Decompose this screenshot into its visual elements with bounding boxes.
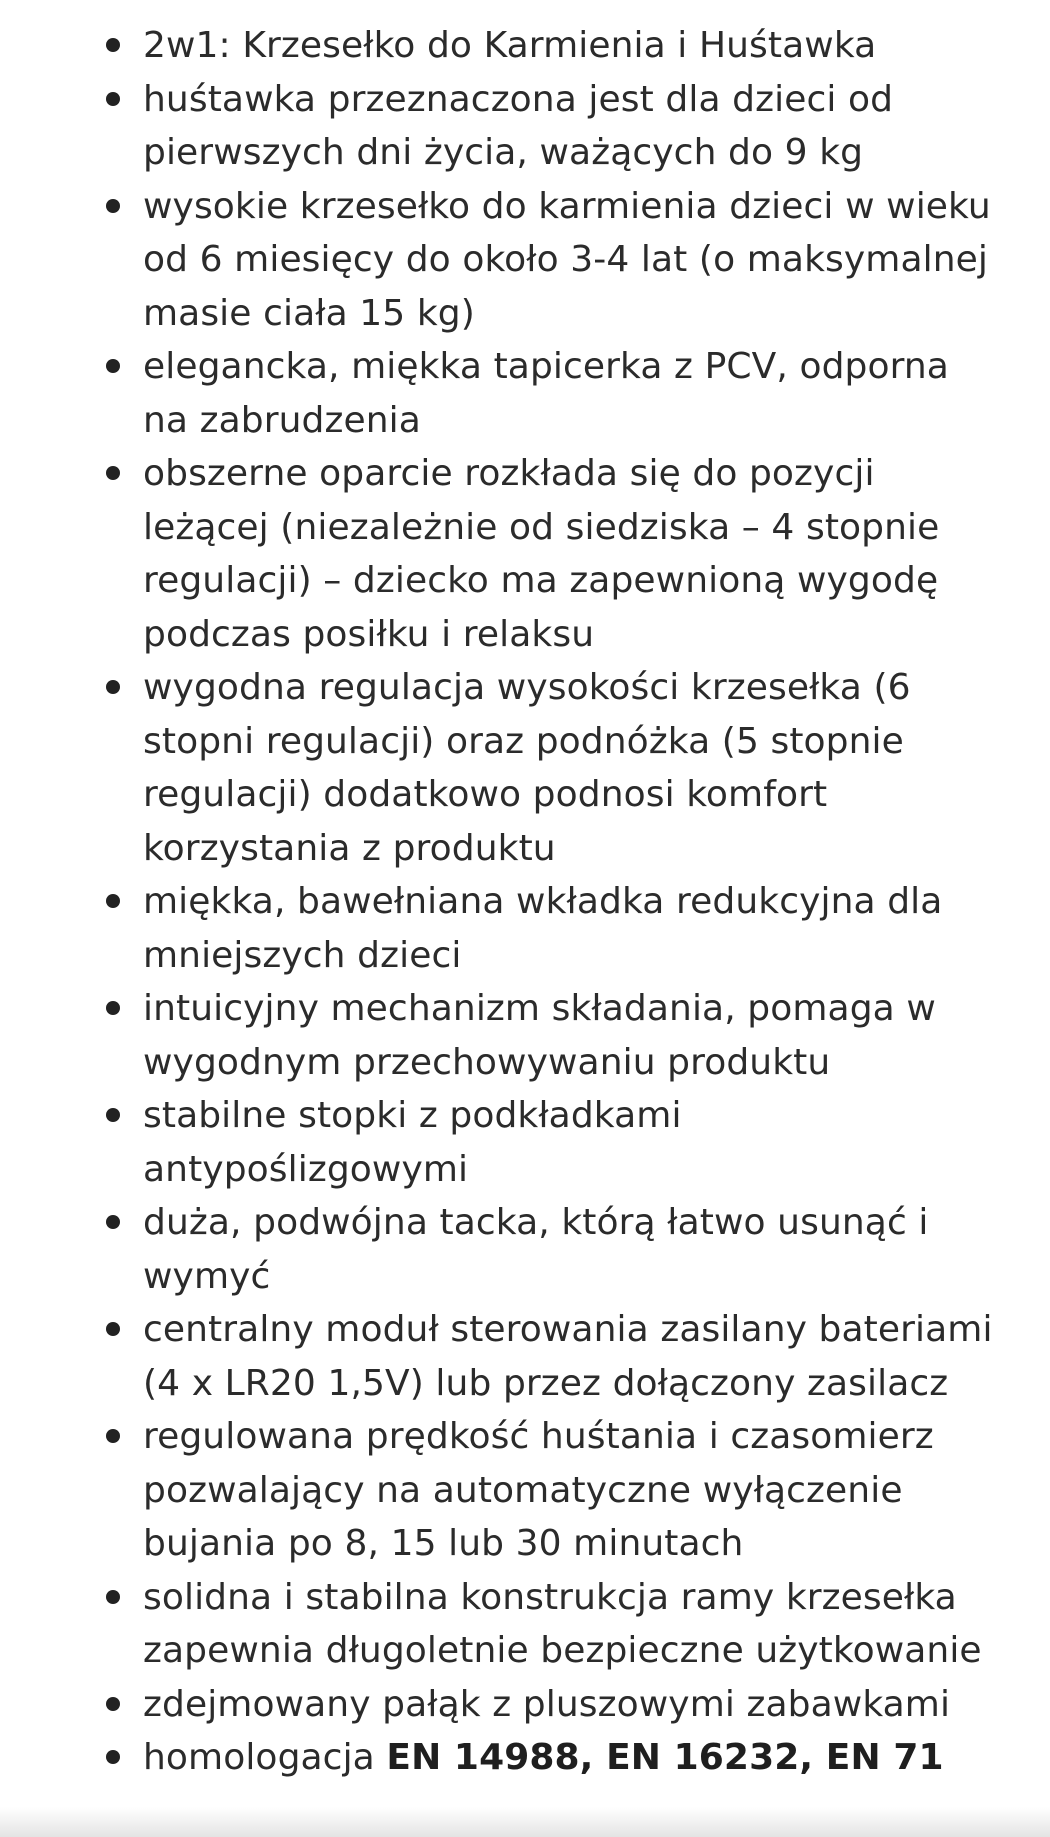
bullet-icon bbox=[106, 359, 120, 373]
bullet-icon bbox=[106, 38, 120, 52]
feature-text: huśtawka przeznaczona jest dla dzieci od pierwszych dni życia, ważących do 9 kg bbox=[143, 78, 894, 173]
list-item bbox=[0, 1196, 1050, 1303]
feature-text: solidna i stabilna konstrukcja ramy krzesełka zapewnia długoletnie bezpieczne użytkowanie bbox=[143, 1576, 982, 1671]
bullet-icon bbox=[106, 466, 120, 480]
bullet-icon bbox=[106, 1108, 120, 1122]
bullet-icon bbox=[106, 1322, 120, 1336]
feature-text: obszerne oparcie rozkłada się do pozycji leżącej (niezależnie od siedziska – 4 stopnie regulacji) – dziecko ma zapewnioną wygodę podczas posiłku i relaksu bbox=[143, 453, 940, 655]
list-item bbox=[0, 73, 1050, 180]
list-item bbox=[0, 1678, 1050, 1732]
list-item bbox=[0, 19, 1050, 73]
list-item bbox=[0, 1571, 1050, 1678]
feature-text: 2w1: Krzesełko do Karmienia i Huśtawka bbox=[143, 25, 877, 66]
feature-text: centralny moduł sterowania zasilany bateriami (4 x LR20 1,5V) lub przez dołączony zasilacz bbox=[143, 1309, 993, 1404]
bullet-icon bbox=[106, 680, 120, 694]
bullet-icon bbox=[106, 1590, 120, 1604]
feature-text: stabilne stopki z podkładkami antypoślizgowymi bbox=[143, 1095, 682, 1190]
list-item bbox=[0, 180, 1050, 341]
list-item bbox=[0, 875, 1050, 982]
bullet-icon bbox=[106, 1215, 120, 1229]
homologation-item bbox=[0, 1731, 1050, 1785]
homologation-standards: EN 14988, EN 16232, EN 71 bbox=[386, 1737, 944, 1778]
list-item bbox=[0, 661, 1050, 875]
list-item bbox=[0, 340, 1050, 447]
feature-text: elegancka, miękka tapicerka z PCV, odporna na zabrudzenia bbox=[143, 346, 949, 441]
feature-text: regulowana prędkość huśtania i czasomierz pozwalający na automatyczne wyłączenie bujania po 8, 15 lub 30 minutach bbox=[143, 1416, 934, 1564]
bottom-fade bbox=[0, 1807, 1050, 1837]
bullet-icon bbox=[106, 894, 120, 908]
feature-text: intuicyjny mechanizm składania, pomaga w wygodnym przechowywaniu produktu bbox=[143, 988, 936, 1083]
feature-list bbox=[0, 19, 1050, 1785]
bullet-icon bbox=[106, 1750, 120, 1764]
list-item bbox=[0, 1303, 1050, 1410]
feature-text: miękka, bawełniana wkładka redukcyjna dla mniejszych dzieci bbox=[143, 881, 943, 976]
feature-text: duża, podwójna tacka, którą łatwo usunąć i wymyć bbox=[143, 1202, 929, 1297]
bullet-icon bbox=[106, 199, 120, 213]
list-item bbox=[0, 447, 1050, 661]
list-item bbox=[0, 982, 1050, 1089]
bullet-icon bbox=[106, 1001, 120, 1015]
feature-text: wygodna regulacja wysokości krzesełka (6 stopni regulacji) oraz podnóżka (5 stopnie regulacji) dodatkowo podnosi komfort korzystania z produktu bbox=[143, 667, 911, 869]
bullet-icon bbox=[106, 1429, 120, 1443]
list-item bbox=[0, 1410, 1050, 1571]
homologation-label: homologacja bbox=[143, 1737, 387, 1778]
list-item bbox=[0, 1089, 1050, 1196]
feature-text: zdejmowany pałąk z pluszowymi zabawkami bbox=[143, 1683, 951, 1725]
bullet-icon bbox=[106, 1697, 120, 1711]
bullet-icon bbox=[106, 92, 120, 106]
feature-text: wysokie krzesełko do karmienia dzieci w wieku od 6 miesięcy do około 3-4 lat (o maksymalnej masie ciała 15 kg) bbox=[143, 185, 991, 334]
